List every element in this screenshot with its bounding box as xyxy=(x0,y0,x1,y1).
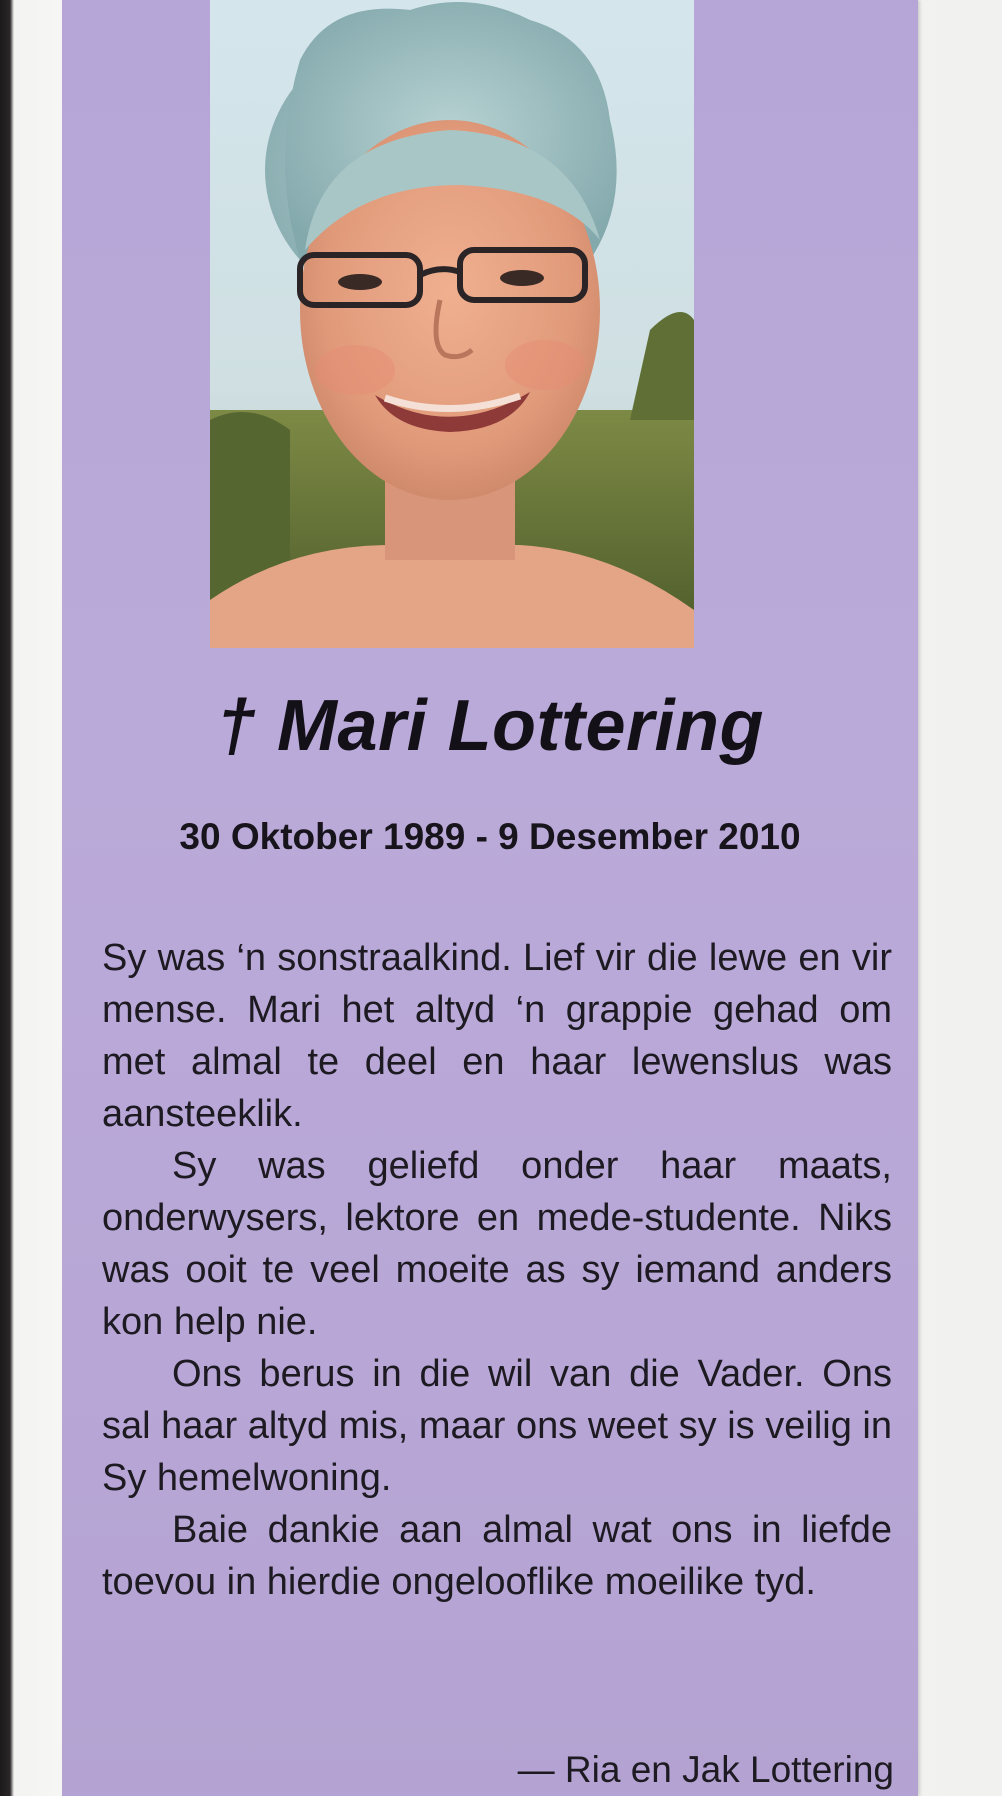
cross-symbol: † xyxy=(215,686,257,766)
life-dates: 30 Oktober 1989 - 9 Desember 2010 xyxy=(179,816,801,857)
name-text: Mari Lottering xyxy=(277,686,765,766)
paragraph-1: Sy was ‘n sonstraalkind. Lief vir die lewe en vir mense. Mari het altyd ‘n grappie gehad om met almal te deel en haar lewenslus was aansteeklik. xyxy=(102,937,892,1135)
paragraph-4: Baie dankie aan almal wat ons in liefde toevou in hierdie ongelooflike moeilike tyd. xyxy=(102,1509,892,1603)
paragraph-3: Ons berus in die wil van die Vader. Ons sal haar altyd mis, maar ons weet sy is veilig in Sy hemelwoning. xyxy=(102,1353,892,1499)
deceased-name xyxy=(122,685,858,767)
portrait-photo xyxy=(210,0,694,648)
obituary-notice xyxy=(62,0,918,1796)
signature: — Ria en Jak Lottering xyxy=(517,1749,894,1790)
portrait-illustration xyxy=(210,0,694,648)
notice-body xyxy=(102,932,892,1608)
paragraph-2: Sy was geliefd onder haar maats, onderwysers, lektore en mede-studente. Niks was ooit te veel moeite as sy iemand anders kon help nie. xyxy=(102,1145,892,1343)
